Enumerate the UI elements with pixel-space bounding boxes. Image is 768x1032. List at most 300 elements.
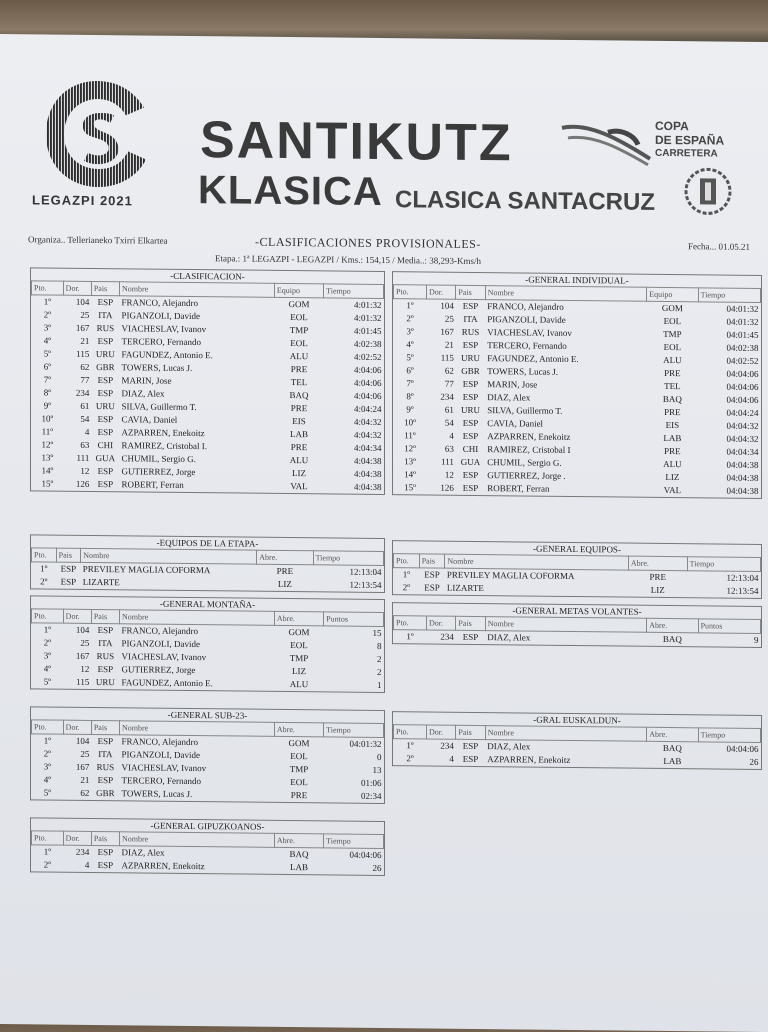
table-cell: 62 <box>444 365 454 376</box>
table-cell: 13º <box>41 452 54 463</box>
results-table <box>31 608 384 692</box>
column-header: Dor. <box>63 609 91 623</box>
table-cell: 61 <box>444 404 454 415</box>
column-header: Dor. <box>63 831 91 845</box>
column-header: Dor. <box>427 285 456 299</box>
table-cell: PRE <box>276 565 294 577</box>
table-cell: DIAZ, Alex <box>121 388 165 399</box>
table-cell: GOM <box>288 627 310 638</box>
column-header: Pais <box>456 285 485 299</box>
table-cell: 01:06 <box>360 777 382 788</box>
table-cell: ESP <box>97 414 114 425</box>
table-cell: SILVA, Guillermo T. <box>487 405 563 416</box>
table-cell: 04:01:45 <box>726 329 759 340</box>
table-cell: URU <box>95 349 115 360</box>
table-cell: ITA <box>98 310 113 321</box>
table-cell: 104 <box>75 624 90 635</box>
section-title: -EQUIPOS DE LA ETAPA- <box>30 534 385 551</box>
table-cell: GBR <box>461 365 480 377</box>
table-cell: TERCERO, Fernando <box>121 775 201 787</box>
table-cell: FAGUNDEZ, Antonio E. <box>121 349 213 361</box>
table-cell: 5º <box>43 348 51 359</box>
table-cell: LAB <box>290 862 308 873</box>
column-header: Pais <box>91 720 119 734</box>
column-header: Equipo <box>274 283 323 298</box>
table-cell: ALU <box>289 351 309 362</box>
table-cell: 5º <box>406 352 414 363</box>
table-cell: GOM <box>661 302 683 314</box>
table-cell: RAMIREZ, Cristobal I. <box>121 440 207 452</box>
table-cell: 234 <box>75 387 90 398</box>
table-cell: 15º <box>404 482 416 493</box>
table-cell: EOL <box>290 338 308 349</box>
table-cell: ITA <box>98 638 113 649</box>
table-cell: TOWERS, Lucas J. <box>121 788 193 800</box>
table-cell: 8º <box>406 391 414 402</box>
column-header: Nombre <box>485 286 646 302</box>
section-title: -GENERAL MONTAÑA- <box>30 595 385 612</box>
table-cell: EIS <box>665 419 680 431</box>
table-cell: PIGANZOLI, Davide <box>487 314 566 325</box>
table-cell: 2º <box>406 313 414 324</box>
table-cell: 234 <box>75 846 90 857</box>
table-cell: BAQ <box>662 393 682 405</box>
table-cell: EOL <box>290 640 308 651</box>
table-cell: 4º <box>406 339 414 350</box>
column-header: Dor. <box>63 720 91 734</box>
column-header: Tiempo <box>687 557 760 572</box>
table-cell: ESP <box>97 664 114 675</box>
table-row <box>32 477 384 494</box>
table-cell: BAQ <box>662 633 682 645</box>
table-cell: ESP <box>462 391 479 403</box>
column-header: Pto. <box>32 281 64 295</box>
table-cell: ESP <box>462 417 479 429</box>
table-cell: LIZARTE <box>82 576 120 588</box>
table-cell: ESP <box>97 427 114 438</box>
column-header: Abre. <box>274 833 323 848</box>
column-header: Puntos <box>324 612 384 627</box>
table-cell: 26 <box>749 756 759 767</box>
table-cell: 04:01:32 <box>726 316 759 327</box>
table-cell: 1 <box>377 679 382 690</box>
table-cell: CHI <box>462 443 479 455</box>
equipos-etapa-table <box>30 534 385 593</box>
table-cell: DIAZ, Alex <box>121 847 165 858</box>
column-header: Equipo <box>647 287 698 302</box>
table-cell: 104 <box>440 300 454 311</box>
table-cell: PIGANZOLI, Davide <box>121 749 200 761</box>
table-cell: RUS <box>96 651 115 662</box>
table-cell: 25 <box>80 309 90 320</box>
table-cell: 2 <box>377 666 382 677</box>
table-cell: 8 <box>377 640 382 651</box>
table-cell: ESP <box>462 300 479 312</box>
table-cell: 10º <box>404 417 416 428</box>
logo-caption: LEGAZPI 2021 <box>32 192 133 209</box>
table-cell: PRE <box>649 571 666 582</box>
table-cell: 3º <box>43 650 51 661</box>
table-cell: ALU <box>289 679 309 690</box>
table-cell: 104 <box>75 735 90 746</box>
table-cell: 2º <box>43 748 51 759</box>
table-cell: ROBERT, Ferran <box>487 483 550 494</box>
table-cell: BAQ <box>289 390 309 401</box>
column-header: Abre. <box>628 556 687 571</box>
table-cell: DIAZ, Alex <box>487 741 531 752</box>
table-cell: AZPARREN, Enekoitz <box>121 427 205 439</box>
table-cell: LIZ <box>665 471 680 483</box>
result-sheet <box>0 34 768 1032</box>
table-cell: 234 <box>440 740 454 751</box>
table-cell: ESP <box>97 860 114 871</box>
table-cell: ESP <box>462 378 479 390</box>
table-cell: EOL <box>290 777 308 788</box>
table-cell: VAL <box>290 481 308 492</box>
section-title: -GRAL EUSKALDUN- <box>392 711 762 728</box>
table-cell: 62 <box>80 787 90 798</box>
table-cell: PRE <box>290 442 308 453</box>
table-cell: GOM <box>288 299 310 310</box>
table-cell: 2º <box>43 859 51 870</box>
table-cell: ESP <box>462 740 479 752</box>
table-cell: 2º <box>43 309 51 320</box>
table-cell: 4:04:34 <box>353 442 382 453</box>
table-cell: TERCERO, Fernando <box>487 340 567 351</box>
table-cell: 4º <box>43 774 51 785</box>
table-cell: CHUMIL, Sergio G. <box>121 453 196 465</box>
column-header: Pto. <box>394 285 427 299</box>
table-cell: 14º <box>41 465 54 476</box>
table-cell: URU <box>95 401 115 412</box>
table-cell: 12º <box>41 439 54 450</box>
table-cell: CHUMIL, Sergio G. <box>487 457 562 468</box>
table-cell: 111 <box>76 452 90 463</box>
table-row <box>32 675 384 692</box>
results-table <box>393 553 761 598</box>
column-header: Pto. <box>32 548 57 562</box>
table-row <box>32 858 384 875</box>
table-cell: 61 <box>80 400 90 411</box>
table-cell: 21 <box>80 335 90 346</box>
table-cell: 115 <box>76 676 90 687</box>
table-cell: MARIN, Jose <box>487 379 538 390</box>
table-cell: 04:04:38 <box>726 485 759 496</box>
table-cell: EOL <box>663 315 682 327</box>
column-header: Pais <box>91 281 119 295</box>
table-cell: 111 <box>441 456 454 467</box>
table-cell: 3º <box>43 322 51 333</box>
table-cell: 12:13:04 <box>726 572 759 583</box>
table-cell: LIZ <box>292 666 306 677</box>
table-cell: ALU <box>663 458 682 470</box>
column-header: Pto. <box>394 554 420 568</box>
table-cell: RUS <box>96 762 115 773</box>
table-cell: VAL <box>663 484 682 496</box>
table-cell: TOWERS, Lucas J. <box>121 362 193 374</box>
table-cell: 04:01:32 <box>349 738 382 749</box>
table-cell: MARIN, Jose <box>121 375 172 386</box>
table-cell: 115 <box>440 352 454 363</box>
table-cell: 2º <box>402 582 410 593</box>
table-cell: 21 <box>444 339 454 350</box>
column-header: Puntos <box>698 619 760 634</box>
table-cell: ESP <box>462 753 479 765</box>
table-cell: 62 <box>80 361 90 372</box>
table-cell: 54 <box>80 413 90 424</box>
table-cell: BAQ <box>289 849 309 860</box>
table-row <box>394 752 761 769</box>
table-cell: 04:04:06 <box>726 381 759 392</box>
table-cell: ESP <box>97 847 114 858</box>
table-cell: VIACHESLAV, Ivanov <box>487 327 572 338</box>
table-cell: 63 <box>80 439 90 450</box>
table-cell: 12 <box>444 469 454 480</box>
table-row <box>394 481 761 498</box>
table-cell: ESP <box>97 388 114 399</box>
table-cell: CHI <box>97 440 114 451</box>
table-cell: 4:04:32 <box>353 416 382 427</box>
column-header: Pto. <box>394 725 427 739</box>
table-cell: 167 <box>75 322 90 333</box>
table-cell: AZPARREN, Enekoitz <box>121 860 205 872</box>
table-cell: 4:02:38 <box>353 338 382 349</box>
table-cell: ESP <box>97 775 114 786</box>
table-cell: 7º <box>43 374 51 385</box>
table-cell: 04:04:06 <box>726 743 759 754</box>
general-metas-volantes-table <box>392 602 762 648</box>
table-cell: 26 <box>372 862 382 873</box>
column-header: Nombre <box>119 721 274 737</box>
table-cell: 234 <box>440 391 454 402</box>
table-cell: 6º <box>43 361 51 372</box>
table-cell: ESP <box>97 466 114 477</box>
table-cell: 10º <box>41 413 54 424</box>
column-header: Abre. <box>274 611 323 626</box>
table-cell: VIACHESLAV, Ivanov <box>121 323 207 335</box>
table-cell: 04:04:32 <box>726 433 759 444</box>
table-cell: 126 <box>440 482 454 493</box>
table-cell: GUTIERREZ, Jorge . <box>487 470 566 481</box>
table-cell: 04:04:06 <box>726 368 759 379</box>
table-cell: ESP <box>462 482 479 494</box>
table-cell: ESP <box>97 625 114 636</box>
table-cell: RUS <box>461 326 480 338</box>
table-cell: 4:04:06 <box>353 390 382 401</box>
column-header: Pais <box>91 831 119 845</box>
table-cell: 4:04:24 <box>353 403 382 414</box>
event-subtitle: KLASICA <box>198 168 383 215</box>
table-cell: CAVIA, Daniel <box>487 418 544 429</box>
table-cell: 4:01:32 <box>353 312 382 323</box>
results-table <box>31 280 384 494</box>
table-cell: 167 <box>75 650 90 661</box>
table-cell: ESP <box>424 582 440 593</box>
table-cell: PIGANZOLI, Davide <box>121 638 200 650</box>
table-cell: 13º <box>404 456 416 467</box>
table-cell: 4:01:45 <box>353 325 382 336</box>
table-cell: 04:04:32 <box>726 420 759 431</box>
federation-badge-icon <box>683 166 733 217</box>
table-cell: 1º <box>406 300 414 311</box>
table-cell: 4:04:38 <box>353 468 382 479</box>
table-cell: 14º <box>404 469 416 480</box>
section-title: -GENERAL GIPUZKOANOS- <box>30 817 385 834</box>
table-cell: 15 <box>372 627 382 638</box>
table-cell: 12:13:04 <box>349 566 382 577</box>
table-cell: PREVILEY MAGLIA COFORMA <box>446 569 575 582</box>
table-cell: 1º <box>406 740 414 751</box>
table-cell: 12 <box>80 465 90 476</box>
table-cell: 4:04:38 <box>353 481 382 492</box>
results-table <box>393 724 761 769</box>
column-header: Pto. <box>394 616 427 630</box>
table-cell: GUTIERREZ, Jorge <box>121 664 196 676</box>
table-cell: TMP <box>289 325 309 336</box>
table-cell: PREVILEY MAGLIA COFORMA <box>82 563 211 576</box>
results-table <box>393 615 761 647</box>
column-header: Nombre <box>81 548 257 564</box>
table-cell: 4:02:52 <box>353 351 382 362</box>
event-subtitle-spanish: CLASICA SANTACRUZ <box>395 186 655 216</box>
table-cell: URU <box>461 352 481 364</box>
column-header: Tiempo <box>313 551 383 566</box>
table-cell: LIZ <box>650 584 665 595</box>
table-cell: 77 <box>80 374 90 385</box>
table-cell: ESP <box>97 479 114 490</box>
column-header: Tiempo <box>324 284 384 299</box>
section-title: -GENERAL INDIVIDUAL- <box>392 271 762 288</box>
column-header: Dor. <box>427 725 456 739</box>
table-cell: GOM <box>288 738 310 749</box>
table-cell: PRE <box>664 367 681 379</box>
column-header: Nombre <box>119 282 274 298</box>
table-cell: FAGUNDEZ, Antonio E. <box>487 353 579 365</box>
column-header: Pais <box>56 548 81 562</box>
table-cell: 3º <box>43 761 51 772</box>
table-cell: 1º <box>43 846 51 857</box>
table-cell: URU <box>95 677 115 688</box>
table-cell: BAQ <box>662 742 682 754</box>
table-cell: ESP <box>60 576 77 587</box>
table-cell: 4 <box>449 430 454 441</box>
table-cell: 2 <box>377 653 382 664</box>
table-cell: 7º <box>406 378 414 389</box>
table-cell: ESP <box>97 375 114 386</box>
column-header: Tiempo <box>698 728 760 743</box>
table-cell: ESP <box>97 736 114 747</box>
table-cell: ESP <box>462 469 479 481</box>
table-cell: ROBERT, Ferran <box>121 479 184 490</box>
stage-info: Etapa.: 1ª LEGAZPI - LEGAZPI / Kms.: 154,15 / Media..: 38,293-Kms/h <box>215 253 481 267</box>
table-cell: 1º <box>43 296 51 307</box>
table-cell: RAMIREZ, Cristobal I <box>487 444 571 455</box>
santikutz-logo-icon <box>38 72 158 201</box>
table-cell: PRE <box>664 445 681 457</box>
table-cell: 04:04:38 <box>726 472 759 483</box>
table-cell: 126 <box>75 478 90 489</box>
table-cell: 13 <box>372 764 382 775</box>
table-cell: VIACHESLAV, Ivanov <box>121 762 207 774</box>
table-cell: 1º <box>402 569 410 580</box>
table-cell: AZPARREN, Enekoitz <box>487 754 571 765</box>
column-header: Pais <box>456 616 485 630</box>
table-cell: 3º <box>406 326 414 337</box>
table-cell: LAB <box>663 755 682 767</box>
table-cell: GBR <box>96 362 115 373</box>
column-header: Abre. <box>274 722 323 737</box>
column-header: Pto. <box>32 609 64 623</box>
table-cell: 8º <box>43 387 51 398</box>
table-cell: 21 <box>80 774 90 785</box>
table-cell: 1º <box>40 563 48 574</box>
table-cell: 54 <box>444 417 454 428</box>
column-header: Abre. <box>647 618 698 633</box>
table-cell: 4:04:06 <box>353 364 382 375</box>
table-cell: TMP <box>663 328 682 340</box>
section-title: -CLASIFICACION- <box>30 267 385 284</box>
table-cell: 15º <box>41 478 54 489</box>
table-cell: FRANCO, Alejandro <box>121 625 198 637</box>
table-cell: 04:01:32 <box>726 303 759 314</box>
table-cell: ALU <box>289 455 309 466</box>
table-cell: 104 <box>75 296 90 307</box>
table-cell: 04:04:24 <box>726 407 759 418</box>
table-cell: 02:34 <box>360 790 382 801</box>
table-cell: LIZARTE <box>446 582 484 594</box>
copa-swoosh-icon <box>558 118 653 167</box>
table-cell: 9 <box>754 634 759 645</box>
column-header: Tiempo <box>324 723 384 738</box>
table-cell: 4:04:32 <box>353 429 382 440</box>
general-montana-table <box>30 595 385 693</box>
general-gipuzkoanos-table <box>30 817 385 876</box>
table-cell: ITA <box>98 749 113 760</box>
table-cell: PRE <box>290 403 308 414</box>
table-cell: EOL <box>290 312 308 323</box>
results-table <box>31 547 384 592</box>
table-cell: CAVIA, Daniel <box>121 414 178 425</box>
column-header: Nombre <box>119 832 274 848</box>
date-text: Fecha... 01.05.21 <box>688 241 750 252</box>
table-cell: 63 <box>444 443 454 454</box>
table-cell: 11º <box>404 430 416 441</box>
table-cell: 2º <box>43 637 51 648</box>
table-cell: PRE <box>290 790 308 801</box>
table-cell: 5º <box>43 676 51 687</box>
section-title: -GENERAL EQUIPOS- <box>392 540 762 557</box>
results-table <box>31 719 384 803</box>
table-cell: 25 <box>80 637 90 648</box>
table-cell: ESP <box>462 631 479 643</box>
clasificacion-table <box>30 267 385 495</box>
table-cell: 04:04:06 <box>349 849 382 860</box>
table-cell: 4º <box>43 663 51 674</box>
table-cell: FRANCO, Alejandro <box>121 736 198 748</box>
table-cell: 12:13:54 <box>349 579 382 590</box>
column-header: Pto. <box>32 831 64 845</box>
table-cell: ALU <box>663 354 682 366</box>
table-cell: 167 <box>75 761 90 772</box>
table-cell: 12:13:54 <box>726 585 759 596</box>
table-cell: LIZ <box>277 578 292 590</box>
table-cell: 9º <box>43 400 51 411</box>
column-header: Tiempo <box>324 834 384 849</box>
table-row <box>394 581 761 598</box>
section-title: -GENERAL METAS VOLANTES- <box>392 602 762 619</box>
table-cell: GBR <box>96 788 115 799</box>
table-cell: EOL <box>290 751 308 762</box>
